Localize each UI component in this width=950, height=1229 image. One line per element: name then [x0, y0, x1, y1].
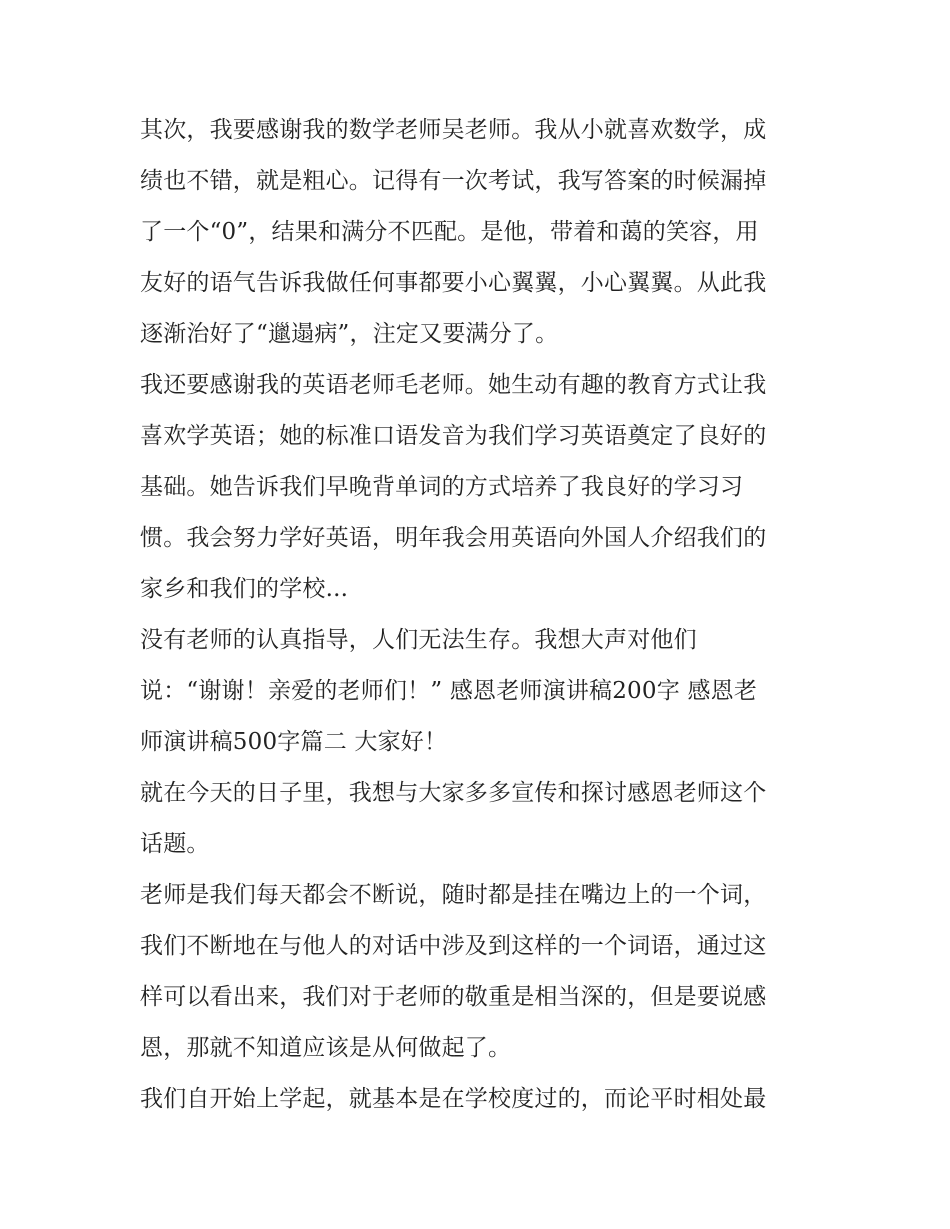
- text-line: 师演讲稿500字篇二 大家好！: [140, 729, 448, 755]
- text-line: 逐渐治好了“邋遢病”，注定又要满分了。: [140, 321, 559, 347]
- text-line: 就在今天的日子里，我想与大家多多宣传和探讨感恩老师这个: [140, 780, 767, 806]
- text-line: 友好的语气告诉我做任何事都要小心翼翼，小心翼翼。从此我: [140, 270, 767, 296]
- text-line: 绩也不错，就是粗心。记得有一次考试，我写答案的时候漏掉: [140, 168, 767, 194]
- text-line: 惯。我会努力学好英语，明年我会用英语向外国人介绍我们的: [140, 525, 767, 551]
- text-line: 我还要感谢我的英语老师毛老师。她生动有趣的教育方式让我: [140, 372, 767, 398]
- text-line: 我们不断地在与他人的对话中涉及到这样的一个词语，通过这: [140, 933, 767, 959]
- text-line: 样可以看出来，我们对于老师的敬重是相当深的，但是要说感: [140, 984, 767, 1010]
- text-line: 基础。她告诉我们早晚背单词的方式培养了我良好的学习习: [140, 474, 744, 500]
- text-line: 家乡和我们的学校...: [140, 576, 349, 602]
- text-line: 喜欢学英语；她的标准口语发音为我们学习英语奠定了良好的: [140, 423, 767, 449]
- text-line: 了一个“0”，结果和满分不匹配。是他，带着和蔼的笑容，用: [140, 219, 759, 245]
- text-line: 话题。: [140, 831, 210, 857]
- text-line: 没有老师的认真指导，人们无法生存。我想大声对他们: [140, 627, 697, 653]
- text-line: 其次，我要感谢我的数学老师吴老师。我从小就喜欢数学，成: [140, 117, 767, 143]
- document-body: [140, 105, 815, 1125]
- text-line: 老师是我们每天都会不断说，随时都是挂在嘴边上的一个词，: [140, 882, 767, 908]
- text-line: 恩，那就不知道应该是从何做起了。: [140, 1035, 512, 1061]
- text-line: 说：“谢谢！亲爱的老师们！” 感恩老师演讲稿200字 感恩老: [140, 678, 758, 704]
- text-line: 我们自开始上学起，就基本是在学校度过的，而论平时相处最: [140, 1086, 767, 1112]
